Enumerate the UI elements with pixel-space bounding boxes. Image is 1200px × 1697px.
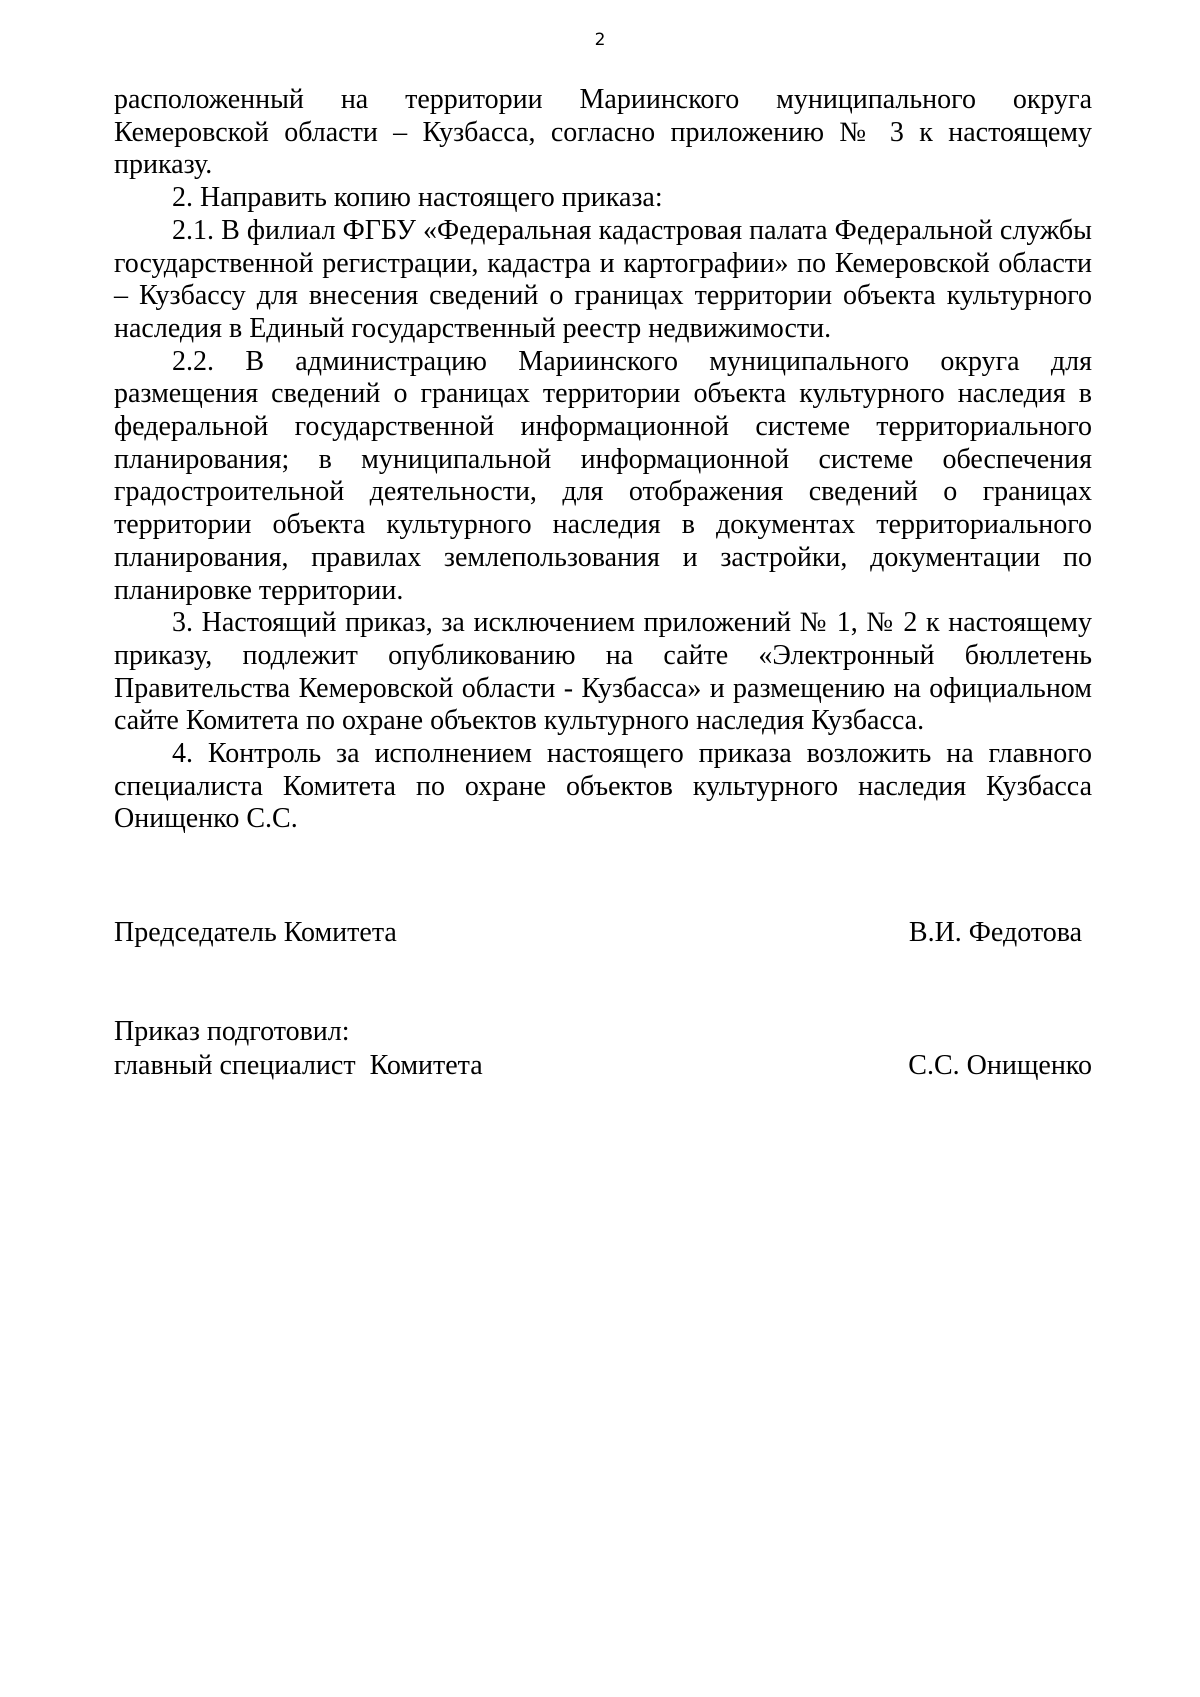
prepared-by-block: [114, 1015, 1092, 1083]
paragraph-item-2-2: 2.2. В администрацию Мариинского муниципального округа для размещения сведений о границах территории объекта культурного наследия в федеральной государственной информационной системе территориального планирования; в муниципальной информационной системе обеспечения градостроительной деятельности, для отображения сведений о границах территории объекта культурного наследия в документах территориального планирования, правилах землепользования и застройки, документации по планировке территории.: [114, 345, 1092, 606]
paragraph-continuation: расположенный на территории Мариинского муниципального округа Кемеровской области – Кузбасса, согласно приложению № 3 к настоящему приказу.: [114, 84, 1092, 181]
prepared-by-row: [114, 1049, 1092, 1083]
signature-row: [114, 916, 1092, 950]
paragraph-item-2: 2. Направить копию настоящего приказа:: [172, 182, 663, 214]
paragraph-item-4: 4. Контроль за исполнением настоящего приказа возложить на главного специалиста Комитета по охране объектов культурного наследия Кузбасса Онищенко С.С.: [114, 738, 1092, 835]
signatory-name: В.И. Федотова: [908, 917, 1082, 948]
paragraph-item-3: 3. Настоящий приказ, за исключением приложений № 1, № 2 к настоящему приказу, подлежит опубликованию на сайте «Электронный бюллетень Правительства Кемеровской области - Кузбасса» и размещению на официальном сайте Комитета по охране объектов культурного наследия Кузбасса.: [114, 607, 1092, 737]
prepared-by-label: Приказ подготовил:: [114, 1016, 350, 1047]
page-number: 2: [594, 30, 606, 50]
document-body: [114, 84, 1092, 836]
signatory-position: Председатель Комитета: [114, 917, 397, 948]
signature-block: [114, 916, 1092, 950]
preparer-position: главный специалист Комитета: [114, 1050, 483, 1081]
paragraph-item-2-1: 2.1. В филиал ФГБУ «Федеральная кадастровая палата Федеральной службы государственной регистрации, кадастра и картографии» по Кемеровской области – Кузбассу для внесения сведений о границах территории объекта культурного наследия в Единый государственный реестр недвижимости.: [114, 214, 1092, 344]
preparer-name: С.С. Онищенко: [908, 1050, 1092, 1081]
